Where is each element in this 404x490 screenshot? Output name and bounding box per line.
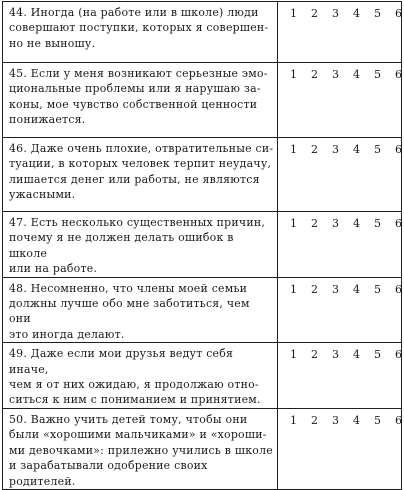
rating-option-2[interactable]: 2 <box>311 282 318 296</box>
rating-option-3[interactable]: 3 <box>332 282 339 296</box>
rating-option-2[interactable]: 2 <box>311 217 318 230</box>
rating-option-1[interactable]: 1 <box>290 217 297 230</box>
rating-option-5[interactable]: 5 <box>374 68 381 81</box>
rating-scale <box>278 277 402 343</box>
question-text: 44. Иногда (на работе или в школе) люди совершают поступки, которых я совершен- но не выношу. <box>3 2 278 63</box>
question-text: 49. Даже если мои друзья ведут себя иначе, чем я от них ожидаю, я продолжаю отно- ситься к ним с пониманием и принятием. <box>3 343 278 409</box>
question-text: 46. Даже очень плохие, отвратительные си- туации, в которых человек терпит неудачу, лишается денег или работы, не являются ужасными. <box>3 138 278 212</box>
rating-option-2[interactable]: 2 <box>311 413 318 427</box>
rating-option-6[interactable]: 6 <box>395 217 402 230</box>
rating-scale <box>278 343 402 409</box>
question-row-50 <box>3 408 402 489</box>
rating-option-4[interactable]: 4 <box>353 7 360 20</box>
rating-option-5[interactable]: 5 <box>374 282 381 296</box>
rating-option-1[interactable]: 1 <box>290 7 297 20</box>
rating-option-2[interactable]: 2 <box>311 68 318 81</box>
rating-option-5[interactable]: 5 <box>374 217 381 230</box>
rating-option-1[interactable]: 1 <box>290 282 297 296</box>
question-row-47 <box>3 212 402 278</box>
rating-option-1[interactable]: 1 <box>290 68 297 81</box>
rating-scale <box>278 212 402 278</box>
rating-scale <box>278 138 402 212</box>
rating-option-4[interactable]: 4 <box>353 68 360 81</box>
rating-scale <box>278 2 402 63</box>
rating-option-2[interactable]: 2 <box>311 348 318 362</box>
rating-scale <box>278 408 402 489</box>
rating-option-4[interactable]: 4 <box>353 217 360 230</box>
rating-option-3[interactable]: 3 <box>332 68 339 81</box>
rating-option-4[interactable]: 4 <box>353 143 360 156</box>
rating-option-6[interactable]: 6 <box>395 282 402 296</box>
rating-option-4[interactable]: 4 <box>353 413 360 427</box>
question-text: 48. Несомненно, что члены моей семьи должны лучше обо мне заботиться, чем они это иногда делают. <box>3 277 278 343</box>
rating-option-6[interactable]: 6 <box>395 7 402 20</box>
rating-option-2[interactable]: 2 <box>311 7 318 20</box>
question-text: 45. Если у меня возникают серьезные эмо- циональные проблемы или я нарушаю за- коны, мое чувство собственной ценности понижается. <box>3 63 278 138</box>
question-row-49 <box>3 343 402 409</box>
rating-option-6[interactable]: 6 <box>395 348 402 362</box>
question-row-45 <box>3 63 402 138</box>
rating-option-3[interactable]: 3 <box>332 7 339 20</box>
rating-option-3[interactable]: 3 <box>332 413 339 427</box>
rating-option-1[interactable]: 1 <box>290 413 297 427</box>
rating-scale <box>278 63 402 138</box>
rating-option-4[interactable]: 4 <box>353 348 360 362</box>
rating-option-5[interactable]: 5 <box>374 7 381 20</box>
question-row-48 <box>3 277 402 343</box>
question-text: 50. Важно учить детей тому, чтобы они были «хорошими мальчиками» и «хороши- ми девочками»: прилежно учились в школе и зарабатывали одобрение своих родителей. <box>3 408 278 489</box>
rating-option-5[interactable]: 5 <box>374 348 381 362</box>
rating-option-3[interactable]: 3 <box>332 143 339 156</box>
rating-option-6[interactable]: 6 <box>395 413 402 427</box>
rating-option-6[interactable]: 6 <box>395 68 402 81</box>
question-row-44 <box>3 2 402 63</box>
rating-option-5[interactable]: 5 <box>374 143 381 156</box>
rating-option-6[interactable]: 6 <box>395 143 402 156</box>
questionnaire-table <box>2 1 402 490</box>
rating-option-1[interactable]: 1 <box>290 348 297 362</box>
rating-option-5[interactable]: 5 <box>374 413 381 427</box>
rating-option-4[interactable]: 4 <box>353 282 360 296</box>
rating-option-3[interactable]: 3 <box>332 217 339 230</box>
rating-option-1[interactable]: 1 <box>290 143 297 156</box>
rating-option-3[interactable]: 3 <box>332 348 339 362</box>
rating-option-2[interactable]: 2 <box>311 143 318 156</box>
question-text: 47. Есть несколько существенных причин, почему я не должен делать ошибок в школе или на работе. <box>3 212 278 278</box>
question-row-46 <box>3 138 402 212</box>
